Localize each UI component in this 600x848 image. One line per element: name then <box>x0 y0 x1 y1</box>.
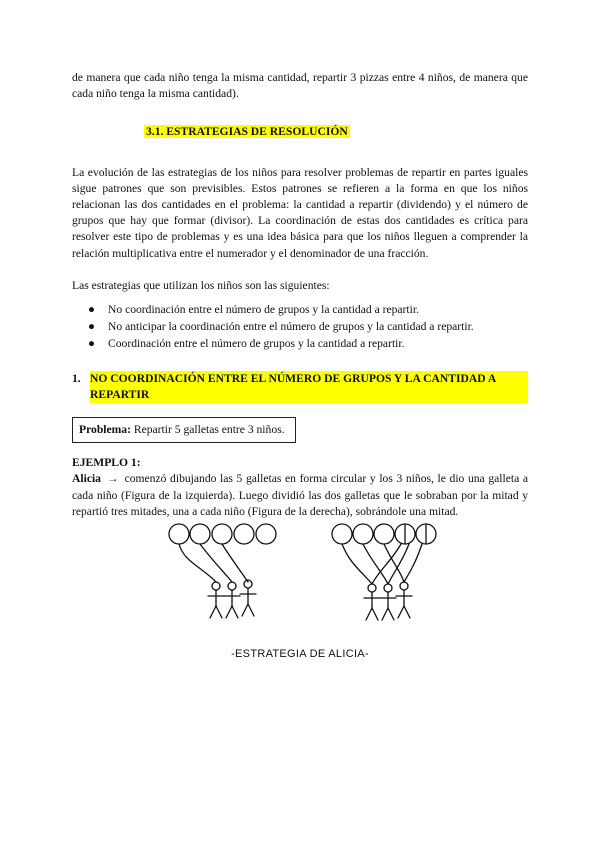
bullet-icon: ● <box>88 303 96 317</box>
paragraph-strategies-list-intro: Las estrategias que utilizan los niños son las siguientes: <box>72 278 330 292</box>
child-icon <box>224 582 240 618</box>
problem-label: Problema: <box>79 423 131 437</box>
bullet-icon: ● <box>88 320 96 334</box>
list-item-text: Coordinación entre el número de grupos y la cantidad a repartir. <box>108 337 405 351</box>
cookie-icon <box>256 524 276 544</box>
problem-text: Repartir 5 galletas entre 3 niños. <box>133 423 285 437</box>
child-icon <box>364 584 380 620</box>
cookie-icon <box>190 524 210 544</box>
child-icon <box>380 584 396 620</box>
child-icon <box>240 580 256 616</box>
alicia-drawing-svg <box>72 522 528 642</box>
string-line <box>342 544 372 584</box>
left-drawing <box>169 524 276 618</box>
example-name: Alicia <box>72 472 101 486</box>
string-line <box>222 544 248 582</box>
child-icon <box>208 582 224 618</box>
string-line <box>179 544 216 582</box>
list-item-text: No anticipar la coordinación entre el número de grupos y la cantidad a repartir. <box>108 320 474 334</box>
paragraph-strategies-evolution: La evolución de las estrategias de los niños para resolver problemas de repartir en partes iguales sigue patrones que son previsibles. Estos patrones se refieren a la forma en que los niños relacionan las dos cantidades en el problema: la cantidad a repartir (dividendo) y el número de grupos que hay que formar (divisor). La coordinación de estas dos cantidades es crítica para resolver este tipo de problemas y es una idea básica para que los niños lleguen a comprender la relación multiplicativa entre el numerador y el denominador de una fracción. <box>72 165 528 260</box>
alicia-drawing <box>72 522 528 642</box>
section-title-text: 3.1. ESTRATEGIAS DE RESOLUCIÓN <box>146 125 348 139</box>
example-title: EJEMPLO 1: <box>72 456 141 470</box>
subsection-heading <box>72 371 528 403</box>
list-item-text: No coordinación entre el número de grupos y la cantidad a repartir. <box>108 303 419 317</box>
intro-paragraph: de manera que cada niño tenga la misma cantidad, repartir 3 pizzas entre 4 niños, de manera que cada niño tenga la misma cantidad). <box>72 71 528 101</box>
example-paragraph <box>72 471 528 520</box>
subsection-number: 1. <box>72 371 81 385</box>
cookie-icon <box>332 524 352 544</box>
cookie-icon <box>374 524 394 544</box>
cookie-icon <box>353 524 373 544</box>
arrow-icon: → <box>106 472 119 486</box>
cookie-icon <box>212 524 232 544</box>
right-drawing <box>332 524 436 620</box>
section-title <box>144 124 528 140</box>
figure-caption: -ESTRATEGIA DE ALICIA- <box>231 648 369 661</box>
problem-box <box>72 417 296 443</box>
list-item <box>72 302 528 318</box>
string-line <box>200 544 232 582</box>
document-page <box>72 70 528 662</box>
strategies-list <box>72 302 528 353</box>
bullet-icon: ● <box>88 337 96 351</box>
example-text: comenzó dibujando las 5 galletas en forma circular y los 3 niños, le dio una galleta a cada niño (Figura de la izquierda). Luego dividió las dos galletas que le sobraban por la mitad y repartió tres mitades, una a cada niño (Figura de la derecha), sobrándole una mitad. <box>72 472 528 518</box>
cookie-icon <box>234 524 254 544</box>
cookie-icon <box>169 524 189 544</box>
list-item <box>72 336 528 352</box>
child-icon <box>396 582 412 618</box>
list-item <box>72 319 528 335</box>
subsection-title: NO COORDINACIÓN ENTRE EL NÚMERO DE GRUPOS Y LA CANTIDAD A REPARTIR <box>90 371 528 403</box>
